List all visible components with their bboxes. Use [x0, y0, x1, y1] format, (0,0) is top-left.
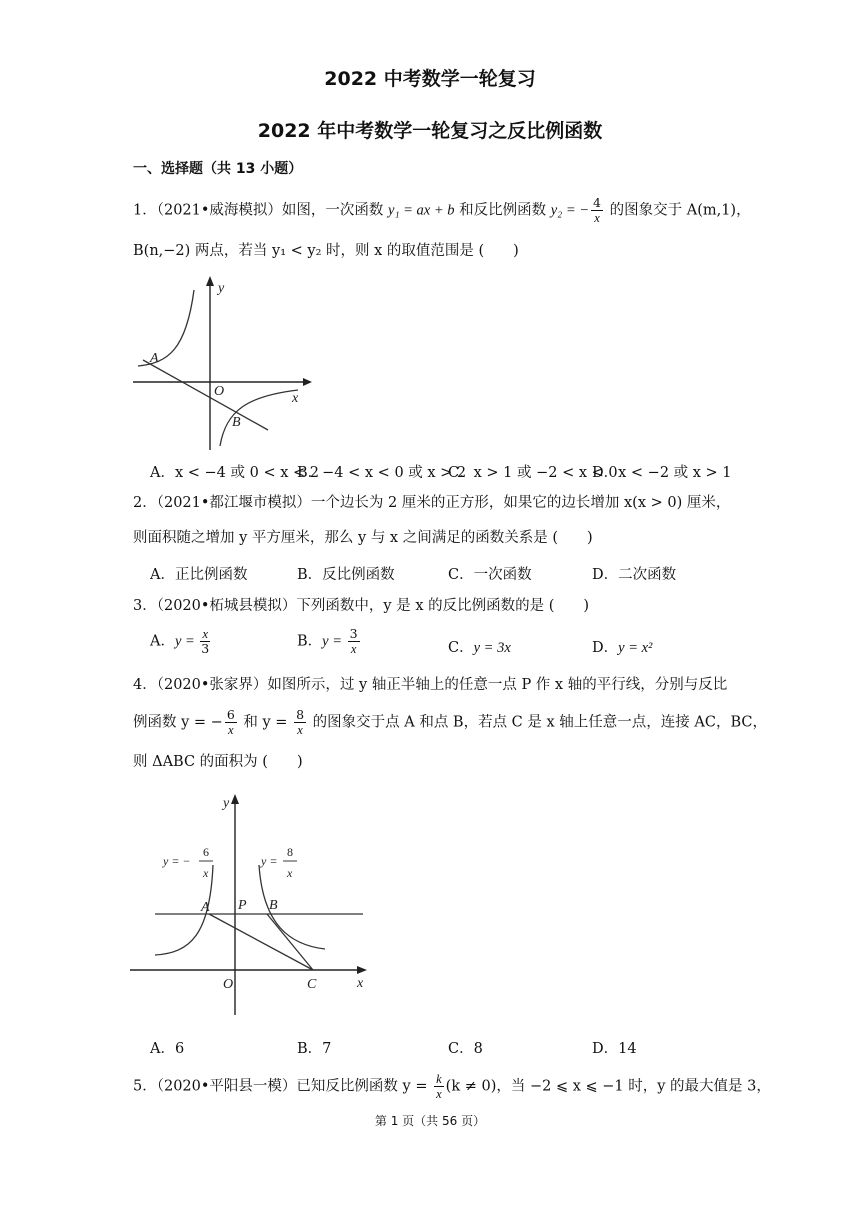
question-2-option-d[interactable]: D．二次函数: [592, 567, 677, 583]
question-2-option-c[interactable]: C．一次函数: [448, 567, 532, 583]
question-5-line-1: 5．（2020•平阳县一模）已知反比例函数 y = $\frac{k}{x}$ (k ≠ 0)，当 −2 ⩽ x ⩽ −1 时，y 的最大值是 3，: [133, 1072, 771, 1101]
segment-ac: [209, 914, 313, 970]
y-axis-arrow: [206, 276, 214, 286]
right-curve-equation: y =: [261, 854, 278, 868]
question-4-option-d[interactable]: D．14: [592, 1041, 637, 1057]
page-subtitle: 2022 年中考数学一轮复习之反比例函数: [257, 120, 603, 142]
question-4-figure: [125, 785, 375, 1020]
x-axis-label: x: [357, 976, 364, 991]
question-3-option-b[interactable]: B．y = $\frac{3}{x}$: [297, 626, 358, 656]
right-curve-num: 8: [287, 845, 293, 859]
y-axis-arrow: [231, 794, 239, 804]
question-2-option-b[interactable]: B．反比例函数: [297, 567, 395, 583]
point-a-label: A: [201, 900, 210, 915]
question-3-option-d[interactable]: D．y = x²: [592, 640, 653, 656]
segment-bc: [267, 914, 313, 970]
linear-function-line: [143, 360, 268, 430]
question-1-option-d[interactable]: D．x < −2 或 x > 1: [592, 465, 732, 481]
left-curve-den: x: [203, 866, 209, 880]
question-4-option-a[interactable]: A．6: [150, 1041, 185, 1057]
question-4-line-3: 则 ΔABC 的面积为 ( ): [133, 754, 303, 770]
question-1-option-c[interactable]: C．x > 1 或 −2 < x < 0: [448, 465, 618, 481]
question-4-option-b[interactable]: B．7: [297, 1041, 332, 1057]
question-1-line-1: 1．（2021•威海模拟）如图，一次函数 y₁ = ax + b 和反比例函数 y₂ = − $\frac{4}{x}$ 的图象交于 A(m,1)，: [133, 195, 751, 225]
point-c-label: C: [307, 977, 317, 992]
question-3-option-c[interactable]: C．y = 3x: [448, 640, 511, 656]
question-4-line-2: 例函数 y = − $\frac{6}{x}$ 和 y = $\frac{8}{x}$ 的图象交于点 A 和点 B，若点 C 是 x 轴上任意一点，连接 AC，BC，: [133, 707, 767, 737]
section-heading: 一、选择题（共 13 小题）: [133, 161, 303, 177]
question-4-option-c[interactable]: C．8: [448, 1041, 483, 1057]
point-a-label: A: [150, 351, 159, 366]
right-curve-den: x: [287, 866, 293, 880]
x-axis-arrow: [357, 966, 367, 974]
question-1-line-2: B(n,−2) 两点，若当 y₁ < y₂ 时，则 x 的取值范围是 ( ): [133, 243, 519, 259]
svg-text:y: y: [218, 281, 225, 296]
question-4-line-1: 4．（2020•张家界）如图所示，过 y 轴正半轴上的任意一点 P 作 x 轴的平行线，分别与反比: [133, 677, 728, 693]
page-title: 2022 中考数学一轮复习: [324, 68, 536, 90]
question-3-option-a[interactable]: A．y = $\frac{x}{3}$: [150, 627, 210, 656]
question-1-option-a[interactable]: A．x < −4 或 0 < x < 2: [150, 465, 319, 481]
point-b-label: B: [269, 898, 278, 913]
page-footer: 第 1 页（共 56 页）: [374, 1114, 486, 1128]
question-2-option-a[interactable]: A．正比例函数: [150, 567, 248, 583]
point-p-label: P: [238, 898, 247, 913]
question-2-line-1: 2．（2021•都江堰市模拟）一个边长为 2 厘米的正方形，如果它的边长增加 x(x > 0) 厘米，: [133, 495, 731, 511]
question-1-figure: [128, 270, 328, 456]
origin-label: O: [214, 384, 225, 399]
left-curve-num: 6: [203, 845, 209, 859]
hyperbola-left-branch: [138, 290, 194, 366]
left-curve-equation: y = −: [163, 854, 191, 868]
question-3-line-1: 3．（2020•柘城县模拟）下列函数中，y 是 x 的反比例函数的是 ( ): [133, 598, 590, 614]
origin-label: O: [223, 977, 234, 992]
question-2-line-2: 则面积随之增加 y 平方厘米，那么 y 与 x 之间满足的函数关系是 ( ): [133, 530, 593, 546]
x-axis-arrow: [303, 378, 312, 386]
point-b-label: B: [232, 415, 241, 430]
question-1-option-b[interactable]: B．−4 < x < 0 或 x > 2: [297, 465, 467, 481]
x-axis-label: x: [292, 391, 299, 406]
y-axis-label: y: [223, 796, 230, 811]
